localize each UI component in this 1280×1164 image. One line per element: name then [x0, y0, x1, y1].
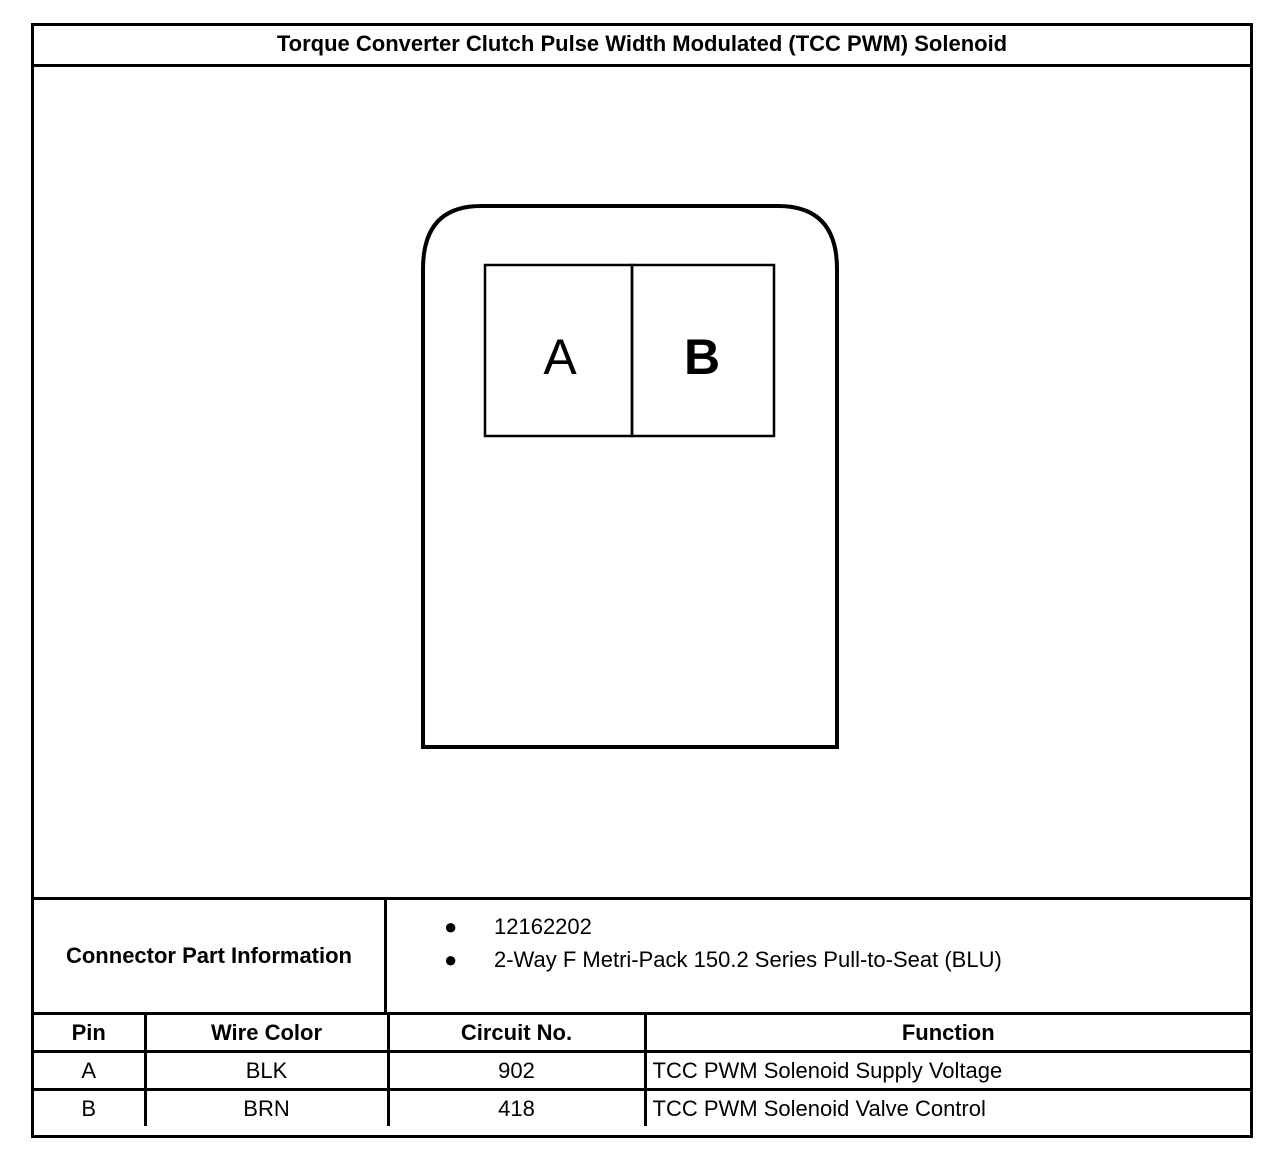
pin-cell: B [34, 1090, 145, 1127]
function-cell: TCC PWM Solenoid Supply Voltage [645, 1052, 1250, 1090]
header-pin: Pin [34, 1015, 145, 1052]
pin-cell: A [34, 1052, 145, 1090]
connector-diagram [34, 64, 1250, 897]
connector-part-information [34, 897, 1250, 1015]
pinout-table [34, 1015, 1250, 1126]
header-circuit-no: Circuit No. [388, 1015, 645, 1052]
wire-color-cell: BRN [145, 1090, 388, 1127]
circuit-cell: 418 [388, 1090, 645, 1127]
table-row [34, 1052, 1250, 1090]
page-title: Torque Converter Clutch Pulse Width Modulated (TCC PWM) Solenoid [34, 26, 1250, 67]
header-function: Function [645, 1015, 1250, 1052]
circuit-cell: 902 [388, 1052, 645, 1090]
function-cell: TCC PWM Solenoid Valve Control [645, 1090, 1250, 1127]
connector-face [34, 64, 1250, 897]
cavity-label-b: B [683, 329, 721, 385]
part-number [388, 910, 1002, 943]
cavity-label-a: A [543, 329, 577, 385]
bullet-icon: ● [444, 947, 458, 972]
part-info-list [388, 910, 1002, 976]
table-header-row [34, 1015, 1250, 1052]
wire-color-cell: BLK [145, 1052, 388, 1090]
part-description-text: 2-Way F Metri-Pack 150.2 Series Pull-to-Seat (BLU) [494, 947, 1002, 972]
bullet-icon: ● [444, 914, 458, 939]
part-info-label: Connector Part Information [34, 900, 387, 1012]
table-row [34, 1090, 1250, 1127]
part-number-text: 12162202 [494, 914, 592, 939]
part-description [388, 943, 1002, 976]
header-wire-color: Wire Color [145, 1015, 388, 1052]
connector-sheet [31, 23, 1253, 1138]
